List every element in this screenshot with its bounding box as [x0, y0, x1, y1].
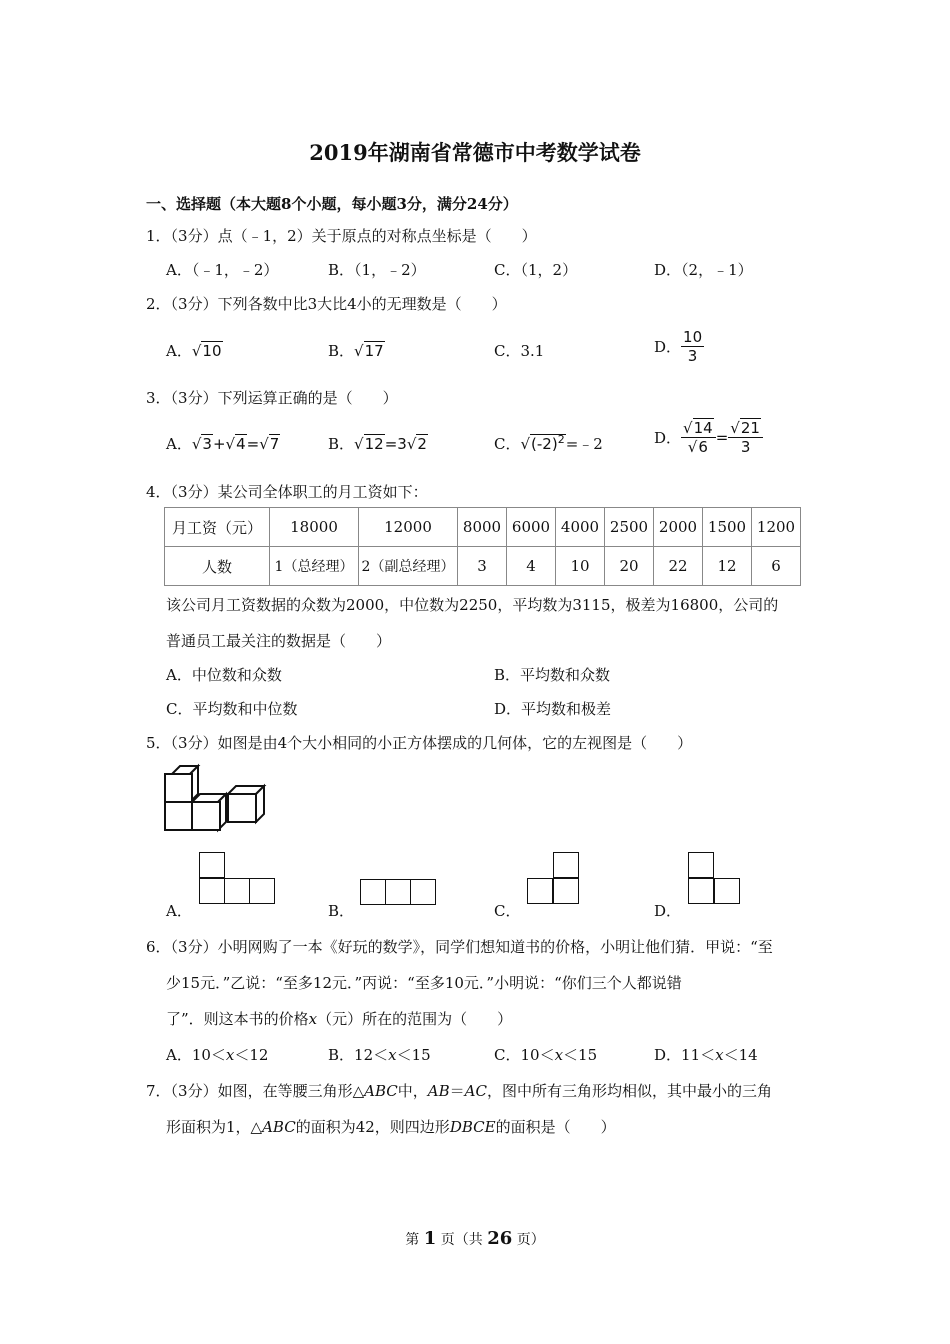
- table-cell: 6: [752, 547, 801, 586]
- q7-text-line-2: 形面积为1，△ABC的面积为42，则四边形DBCE的面积是（ ）: [166, 1118, 616, 1136]
- q5-option-c-figure: [527, 852, 581, 908]
- table-row: [165, 508, 801, 547]
- q7-text-line-1: 7．（3分）如图，在等腰三角形△ABC中，AB＝AC，图中所有三角形均相似，其中最小的三角: [146, 1082, 772, 1100]
- q3-option-c: C．$√(-2)^2=﹣2$: [494, 433, 603, 453]
- table-cell: 18000: [270, 508, 359, 547]
- table-cell: 1（总经理）: [270, 547, 359, 586]
- q5-option-d: D．: [654, 902, 682, 920]
- q2-option-c: C．3.1: [494, 342, 545, 360]
- q2-option-a: A．√10: [166, 342, 222, 360]
- table-row: [165, 547, 801, 586]
- salary-table: [164, 507, 801, 586]
- question-4-stem: 4．（3分）某公司全体职工的月工资如下：: [146, 483, 428, 501]
- q5-option-c: C．: [494, 902, 521, 920]
- table-cell: 1200: [752, 508, 801, 547]
- q1-option-a: A．（﹣1，﹣2）: [166, 261, 279, 279]
- table-cell: 1500: [703, 508, 752, 547]
- q1-option-c: C．（1，2）: [494, 261, 578, 279]
- table-cell: 2500: [605, 508, 654, 547]
- q6-option-b: B．12＜x＜15: [328, 1046, 431, 1064]
- question-5-stem: 5．（3分）如图是由4个大小相同的小正方体摆成的几何体，它的左视图是（ ）: [146, 734, 693, 752]
- q6-option-c: C．10＜x＜15: [494, 1046, 598, 1064]
- q6-text-line-1: 6．（3分）小明网购了一本《好玩的数学》，同学们想知道书的价格，小明让他们猜．甲说：“至: [146, 938, 773, 956]
- q4-text-line-1: 该公司月工资数据的众数为2000，中位数为2250，平均数为3115，极差为16800，公司的: [166, 596, 779, 614]
- table-cell: 2000: [654, 508, 703, 547]
- q1-option-d: D．（2，﹣1）: [654, 261, 753, 279]
- table-cell: 10: [556, 547, 605, 586]
- table-cell: 12000: [359, 508, 458, 547]
- q4-option-a: A．中位数和众数: [166, 666, 282, 684]
- q6-text-line-2: 少15元．”乙说：“至多12元．”丙说：“至多10元．”小明说：“你们三个人都说错: [166, 974, 682, 992]
- table-cell: 6000: [507, 508, 556, 547]
- q2-option-b: B．√17: [328, 342, 384, 360]
- question-3-stem: 3．（3分）下列运算正确的是（ ）: [146, 389, 398, 407]
- page-footer: 第 1 页（共 26 页）: [405, 1228, 545, 1249]
- q4-text-line-2: 普通员工最关注的数据是（ ）: [166, 632, 392, 650]
- table-cell: 4000: [556, 508, 605, 547]
- q3-option-a: A．√3+√4=√7: [166, 435, 280, 453]
- page-number: 1: [423, 1228, 437, 1249]
- table-cell: 3: [458, 547, 507, 586]
- cube-figure: [160, 760, 280, 840]
- table-cell: 8000: [458, 508, 507, 547]
- q4-option-c: C．平均数和中位数: [166, 700, 298, 718]
- cube-solid-drawing: [160, 760, 280, 840]
- q5-option-d-figure: [688, 852, 742, 908]
- q5-option-b-figure: [360, 879, 440, 907]
- q5-option-b: B．: [328, 902, 355, 920]
- table-cell: 2（副总经理）: [359, 547, 458, 586]
- q6-option-a: A．10＜x＜12: [166, 1046, 269, 1064]
- q6-text-line-3: 了”．则这本书的价格x（元）所在的范围为（ ）: [166, 1010, 513, 1028]
- table-cell: 20: [605, 547, 654, 586]
- table-cell: 月工资（元）: [165, 508, 270, 547]
- q5-option-a-figure: [199, 852, 279, 908]
- q3-option-d: D． $\frac{√14}{√6}$ = $\frac{√21}{3}$: [654, 419, 763, 456]
- q3-option-b: B．√12=3√2: [328, 435, 427, 453]
- section-heading: 一、选择题（本大题8个小题，每小题3分，满分24分）: [146, 195, 518, 213]
- q2-option-d: D． $\frac{10}{3}$: [654, 328, 703, 365]
- question-1-stem: 1．（3分）点（﹣1，2）关于原点的对称点坐标是（ ）: [146, 227, 537, 245]
- table-cell: 4: [507, 547, 556, 586]
- table-cell: 12: [703, 547, 752, 586]
- q5-option-a: A．: [166, 902, 192, 920]
- q1-option-b: B．（1，﹣2）: [328, 261, 426, 279]
- question-2-stem: 2．（3分）下列各数中比3大比4小的无理数是（ ）: [146, 295, 507, 313]
- q4-option-b: B．平均数和众数: [494, 666, 611, 684]
- q4-option-d: D．平均数和极差: [494, 700, 612, 718]
- page-total: 26: [487, 1228, 513, 1249]
- q6-option-d: D．11＜x＜14: [654, 1046, 758, 1064]
- table-cell: 22: [654, 547, 703, 586]
- table-cell: 人数: [165, 547, 270, 586]
- page-title: 2019年湖南省常德市中考数学试卷: [309, 140, 641, 165]
